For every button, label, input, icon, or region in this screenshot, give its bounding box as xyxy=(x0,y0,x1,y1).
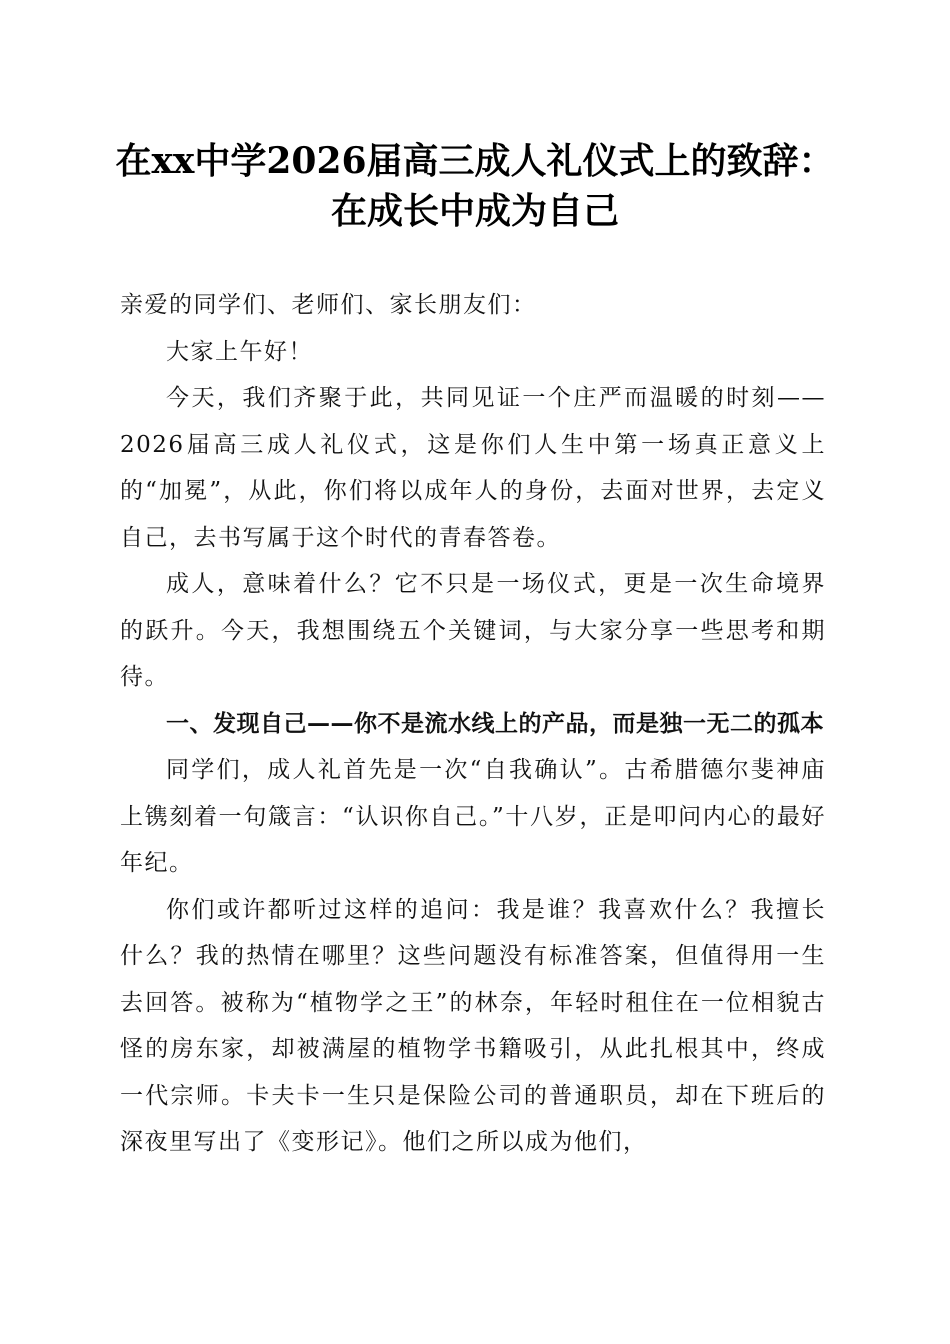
salutation: 亲爱的同学们、老师们、家长朋友们： xyxy=(120,292,537,318)
paragraph-meaning: 成人，意味着什么？它不只是一场仪式，更是一次生命境界的跃升。今天，我想围绕五个关键词，与大家分享一些思考和期待。 xyxy=(120,571,826,690)
section1-paragraph-2: 你们或许都听过这样的追问：我是谁？我喜欢什么？我擅长什么？我的热情在哪里？这些问题没有标准答案，但值得用一生去回答。被称为“植物学之王”的林奈，年轻时租住在一位相貌古怪的房东家，却被满屋的植物学书籍吸引，从此扎根其中，终成一代宗师。卡夫卡一生只是保险公司的普通职员，却在下班后的深夜里写出了《变形记》。他们之所以成为他们， xyxy=(120,896,826,1155)
document-title xyxy=(60,136,890,236)
title-line-1: 在xx中学2026届高三成人礼仪式上的致辞： xyxy=(115,140,835,182)
document-body xyxy=(120,282,826,1166)
section-heading-1: 一、发现自己——你不是流水线上的产品，而是独一无二的孤本 xyxy=(166,710,824,737)
greeting: 大家上午好！ xyxy=(166,338,313,365)
section1-paragraph-1: 同学们，成人礼首先是一次“自我确认”。古希腊德尔斐神庙上镌刻着一句箴言：“认识你自己。”十八岁，正是叩问内心的最好年纪。 xyxy=(120,757,826,876)
paragraph-intro: 今天，我们齐聚于此，共同见证一个庄严而温暖的时刻——2026届高三成人礼仪式，这是你们人生中第一场真正意义上的“加冕”，从此，你们将以成年人的身份，去面对世界，去定义自己，去书写属于这个时代的青春答卷。 xyxy=(120,385,826,551)
title-line-2: 在成长中成为自己 xyxy=(330,190,619,232)
